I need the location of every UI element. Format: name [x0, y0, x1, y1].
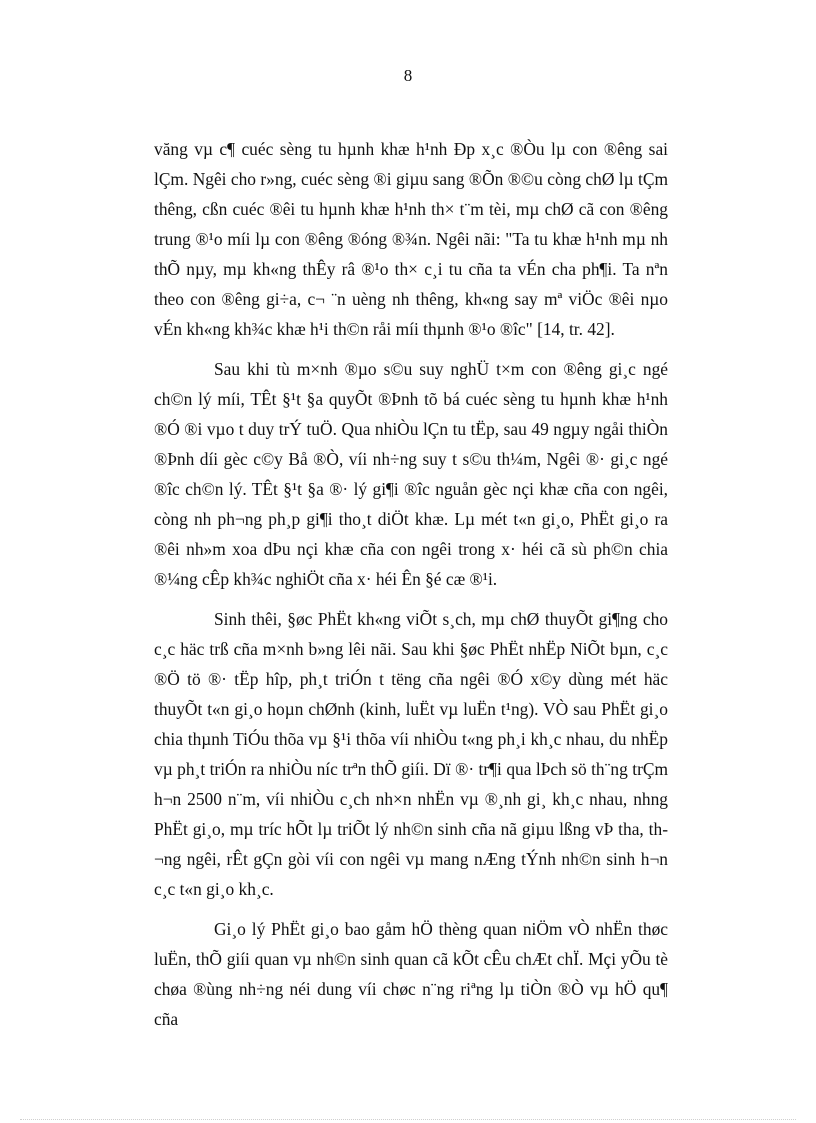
paragraph-2: Sau khi tù m×nh ®µo s©u suy nghÜ t×m con ®êng gi¸c ngé ch©n lý míi, TÊt §¹t §a quyÕt ®Þnh tõ bá cuéc sèng tu hµnh khæ h¹nh ®Ó ®i vµo t duy trÝ tuÖ. Qua nhiÒu lÇn tu tËp, sau 49 ngµy ngåi thiÒn ®Þnh díi gèc c©y Bå ®Ò, víi nh÷ng suy t s©u th¼m, Ngêi ®· gi¸c ngé ®îc ch©n lý. TÊt §¹t §a ®· lý gi¶i ®îc nguån gèc nçi khæ cña con ngêi, còng nh ph¬ng ph¸p gi¶i tho¸t diÖt khæ. Lµ mét t«n gi¸o, PhËt gi¸o ra ®êi nh»m xoa dÞu nçi khæ cña con ngêi trong x· héi cã sù ph©n chia ®¼ng cÊp kh¾c nghiÖt cña x· héi Ên §é cæ ®¹i.: [154, 359, 668, 589]
document-body: [154, 134, 668, 1044]
page-number: 8: [403, 66, 413, 85]
page-bottom-border: [20, 1119, 796, 1120]
paragraph-3: Sinh thêi, §øc PhËt kh«ng viÕt s¸ch, mµ chØ thuyÕt gi¶ng cho c¸c häc trß cña m×nh b»ng lêi nãi. Sau khi §øc PhËt nhËp NiÕt bµn, c¸c ®Ö tö ®· tËp hîp, ph¸t triÓn t tëng cña ngêi ®Ó x©y dùng mét häc thuyÕt t«n gi¸o hoµn chØnh (kinh, luËt vµ luËn t¹ng). VÒ sau PhËt gi¸o chia thµnh TiÓu thõa vµ §¹i thõa víi nhiÒu t«ng ph¸i kh¸c nhau, du nhËp vµ ph¸t triÓn ra nhiÒu níc trªn thÕ giíi. Dï ®· tr¶i qua lÞch sö th¨ng trÇm h¬n 2500 n¨m, víi nhiÒu c¸ch nh×n nhËn vµ ®¸nh gi¸ kh¸c nhau, nhng PhËt gi¸o, mµ tríc hÕt lµ triÕt lý nh©n sinh cña nã giµu lßng vÞ tha, th¬ng ngêi, rÊt gÇn gòi víi con ngêi vµ mang nÆng tÝnh nh©n sinh h¬n c¸c t«n gi¸o kh¸c.: [154, 609, 668, 899]
paragraph-4: Gi¸o lý PhËt gi¸o bao gåm hÖ thèng quan niÖm vÒ nhËn thøc luËn, thÕ giíi quan vµ nh©n sinh quan cã kÕt cÊu chÆt chÏ. Mçi yÕu tè chøa ®ùng nh÷ng néi dung víi chøc n¨ng riªng lµ tiÒn ®Ò vµ hÖ qu¶ cña: [154, 919, 668, 1029]
paragraph-1: văng vµ c¶ cuéc sèng tu hµnh khæ h¹nh Ðp x¸c ®Òu lµ con ®êng sai lÇm. Ngêi cho r»ng, cuéc sèng ®i giµu sang ®Õn ®©u còng chØ lµ tÇm thêng, cßn cuéc ®êi tu hµnh khæ h¹nh th× t¨m tèi, mµ chØ cã con ®êng trung ®¹o míi lµ con ®êng ®óng ®¾n. Ngêi nãi: "Ta tu khæ h¹nh mµ nh thÕ nµy, mµ kh«ng thÊy râ ®¹o th× c¸i tu cña ta vÉn cha ph¶i. Ta nªn theo con ®êng gi÷a, c¬ ¨n uèng nh thêng, kh«ng say mª viÖc ®êi nµo vÉn kh«ng kh¾c khæ h¹i th©n råi míi thµnh ®¹o ®îc" [14, tr. 42].: [154, 139, 668, 339]
